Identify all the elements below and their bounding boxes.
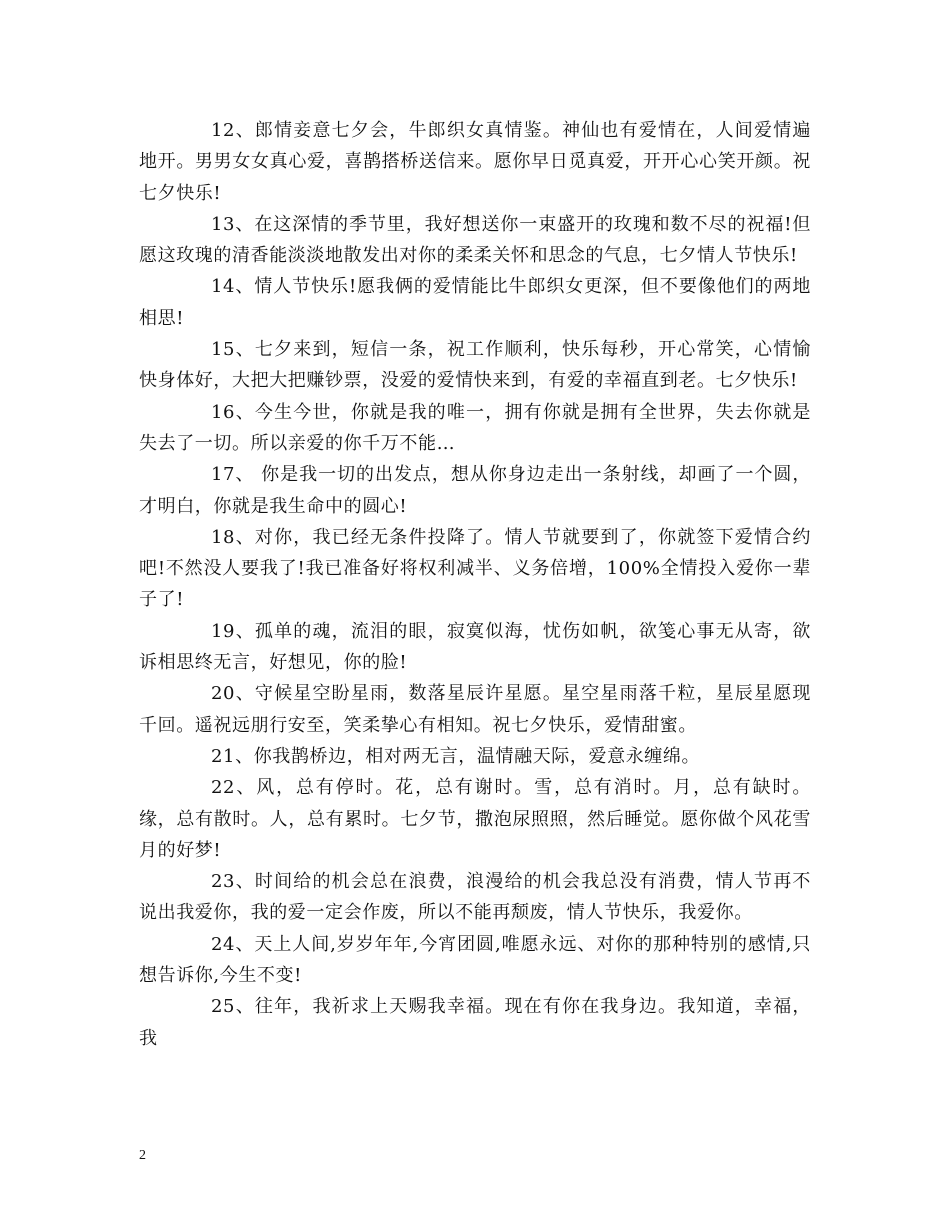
page-number: 2 bbox=[139, 1148, 146, 1163]
paragraph-19: 19、孤单的魂，流泪的眼，寂寞似海，忧伤如帆，欲笺心事无从寄，欲诉相思终无言，好想见，你的脸! bbox=[139, 620, 811, 674]
document-body bbox=[139, 115, 811, 1054]
paragraph-20: 20、守候星空盼星雨，数落星辰许星愿。星空星雨落千粒，星辰星愿现千回。遥祝远朋行安至，笑柔挚心有相知。祝七夕快乐，爱情甜蜜。 bbox=[139, 683, 811, 736]
paragraph-22: 22、风，总有停时。花，总有谢时。雪，总有消时。月，总有缺时。缘，总有散时。人，总有累时。七夕节，撒泡尿照照，然后睡觉。愿你做个风花雪月的好梦! bbox=[139, 777, 811, 861]
paragraph-24: 24、天上人间,岁岁年年,今宵团圆,唯愿永远、对你的那种特别的感情,只想告诉你,今生不变! bbox=[139, 933, 811, 987]
paragraph-21: 21、你我鹊桥边，相对两无言，温情融天际，爱意永缠绵。 bbox=[211, 745, 701, 767]
paragraph-16: 16、今生今世，你就是我的唯一，拥有你就是拥有全世界，失去你就是失去了一切。所以亲爱的你千万不能… bbox=[139, 401, 811, 454]
paragraph-14: 14、情人节快乐!愿我俩的爱情能比牛郎织女更深，但不要像他们的两地相思! bbox=[139, 276, 811, 329]
paragraph-13: 13、在这深情的季节里，我好想送你一束盛开的玫瑰和数不尽的祝福!但愿这玫瑰的清香能淡淡地散发出对你的柔柔关怀和思念的气息，七夕情人节快乐! bbox=[139, 213, 811, 267]
paragraph-25: 25、往年，我祈求上天赐我幸福。现在有你在我身边。我知道，幸福，我 bbox=[139, 996, 811, 1049]
paragraph-23: 23、时间给的机会总在浪费，浪漫给的机会我总没有消费，情人节再不说出我爱你，我的爱一定会作废，所以不能再颓废，情人节快乐，我爱你。 bbox=[139, 871, 811, 924]
paragraph-15: 15、七夕来到，短信一条，祝工作顺利，快乐每秒，开心常笑，心情愉快身体好，大把大把赚钞票，没爱的爱情快来到，有爱的幸福直到老。七夕快乐! bbox=[139, 339, 811, 392]
paragraph-12: 12、郎情妾意七夕会，牛郎织女真情鉴。神仙也有爱情在，人间爱情遍地开。男男女女真心爱，喜鹊搭桥送信来。愿你早日觅真爱，开开心心笑开颜。祝七夕快乐! bbox=[139, 120, 811, 204]
paragraph-18: 18、对你，我已经无条件投降了。情人节就要到了，你就签下爱情合约吧!不然没人要我了!我已准备好将权利减半、义务倍增，100%全情投入爱你一辈子了! bbox=[139, 526, 811, 611]
paragraph-17: 17、 你是我一切的出发点，想从你身边走出一条射线，却画了一个圆，才明白，你就是我生命中的圆心! bbox=[139, 464, 811, 517]
